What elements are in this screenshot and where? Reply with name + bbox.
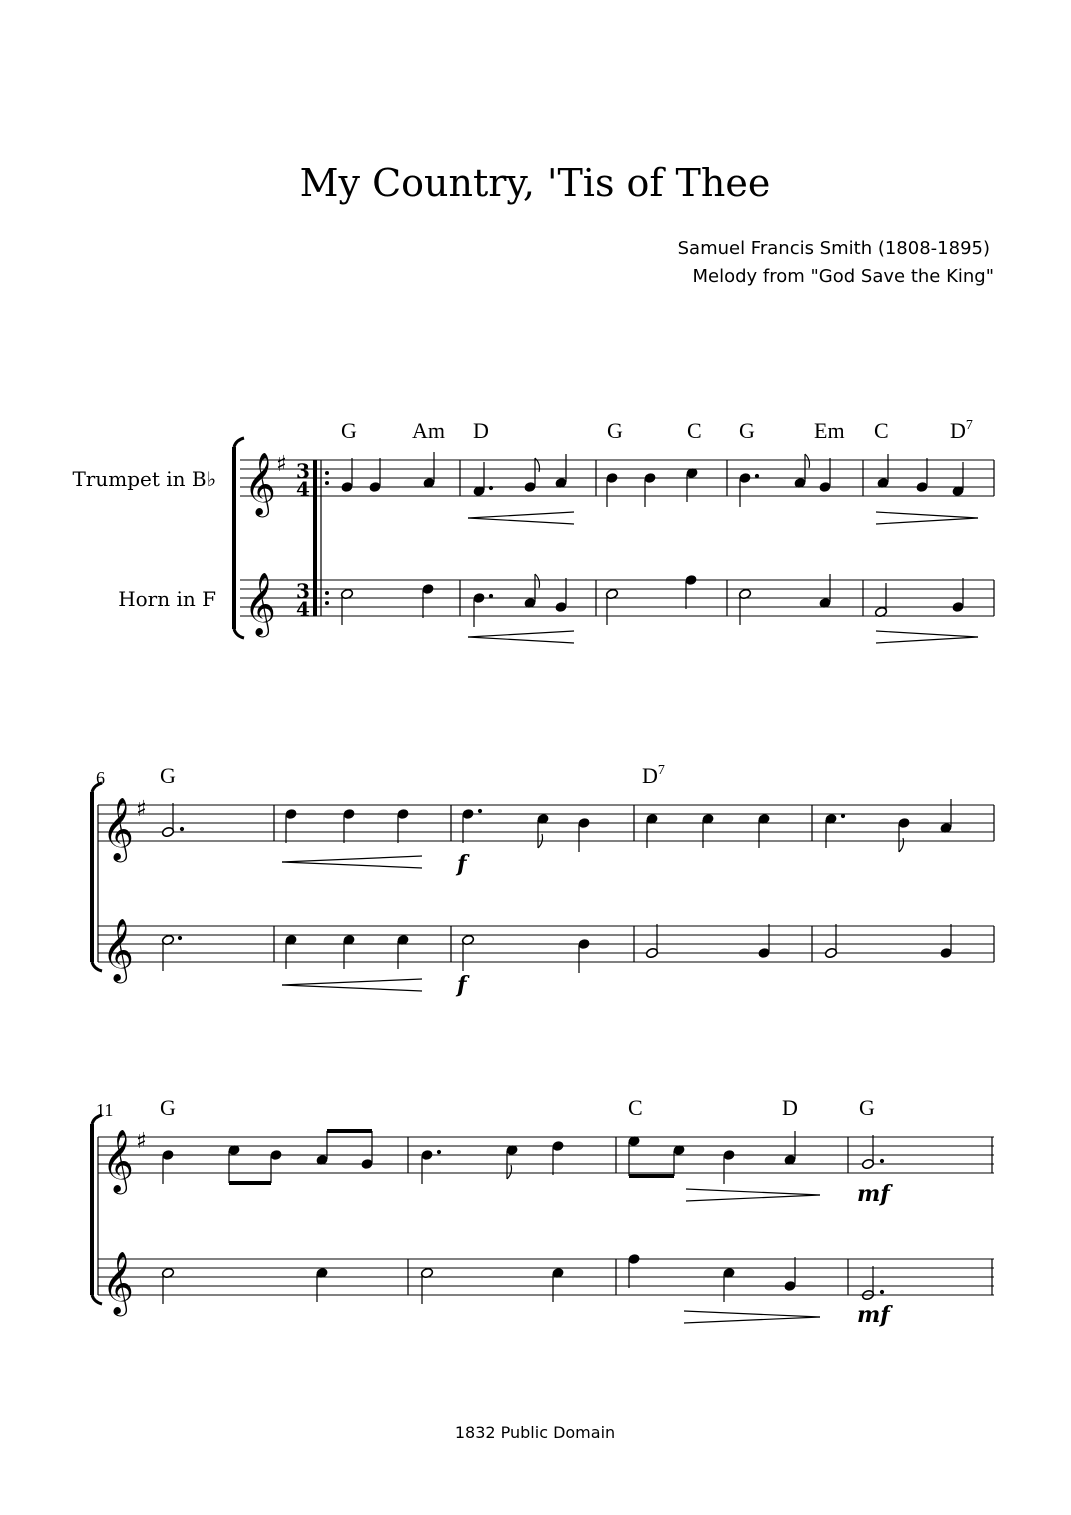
chord-symbol: D — [782, 1095, 798, 1120]
chord-symbol: C — [874, 418, 889, 443]
hairpins-1 — [468, 512, 978, 643]
repeat-start-barline — [313, 460, 329, 616]
horn-notes-2 — [161, 924, 952, 973]
trumpet-notes-2 — [161, 799, 952, 852]
dynamic-marking: mf — [857, 1181, 890, 1207]
system-2 — [92, 763, 994, 998]
chord-symbols — [341, 418, 973, 443]
treble-clef: 𝄞 — [102, 1129, 134, 1192]
score-title: My Country, 'Tis of Thee — [299, 161, 771, 205]
hairpins-3 — [684, 1189, 820, 1323]
chord-symbol: G — [341, 418, 357, 443]
dynamic-marking: mf — [857, 1302, 890, 1328]
instrument-name-horn: Horn in F — [118, 587, 216, 611]
chord-symbol: $D^7$ — [950, 418, 973, 443]
chord-symbol: G — [859, 1095, 875, 1120]
chord-symbol: Am — [412, 418, 445, 443]
staff-trumpet-2 — [98, 805, 994, 841]
chord-symbol: G — [607, 418, 623, 443]
treble-clef: 𝄞 — [244, 452, 276, 515]
chord-symbol: D — [473, 418, 489, 443]
horn-notes-1 — [340, 574, 964, 627]
treble-clef: 𝄞 — [102, 918, 134, 981]
arranger-credit: Melody from "God Save the King" — [692, 266, 994, 287]
measure-number: 11 — [96, 1100, 114, 1120]
chord-symbol: G — [160, 1095, 176, 1120]
key-signature-sharp: ♯ — [276, 452, 287, 477]
trumpet-notes-3 — [162, 1131, 884, 1184]
measure-number: 6 — [96, 768, 105, 788]
barlines — [274, 805, 994, 962]
treble-clef: 𝄞 — [244, 572, 276, 635]
staff-horn-3 — [98, 1259, 994, 1295]
dynamic-marking: f — [457, 851, 467, 877]
chord-symbol: Em — [814, 418, 845, 443]
chord-symbol: G — [739, 418, 755, 443]
staff-trumpet-3 — [98, 1137, 994, 1173]
chord-symbol: $D^7$ — [642, 763, 665, 788]
hairpins-2 — [282, 856, 422, 991]
time-signature-upper: 3 — [296, 459, 310, 483]
time-signature-lower: 4 — [296, 597, 310, 621]
dynamic-marking: f — [457, 972, 467, 998]
treble-clef: 𝄞 — [102, 1251, 134, 1314]
chord-symbol: G — [160, 763, 176, 788]
chord-symbols — [160, 1095, 875, 1120]
copyright-notice: 1832 Public Domain — [454, 1423, 616, 1442]
time-signature-lower: 4 — [296, 477, 310, 501]
barlines — [408, 1137, 992, 1295]
staff-horn-2 — [98, 926, 994, 962]
horn-notes-3 — [161, 1254, 883, 1304]
key-signature-sharp: ♯ — [136, 1129, 147, 1154]
system-1 — [72, 418, 994, 643]
treble-clef: 𝄞 — [102, 797, 134, 860]
composer-credit: Samuel Francis Smith (1808-1895) — [677, 238, 990, 259]
chord-symbol: C — [687, 418, 702, 443]
system-3 — [92, 1095, 994, 1328]
barlines — [460, 460, 994, 616]
chord-symbols — [160, 763, 665, 788]
chord-symbol: C — [628, 1095, 643, 1120]
key-signature-sharp: ♯ — [136, 797, 147, 822]
time-signature-upper: 3 — [296, 579, 310, 603]
instrument-name-trumpet: Trumpet in B♭ — [72, 467, 216, 491]
